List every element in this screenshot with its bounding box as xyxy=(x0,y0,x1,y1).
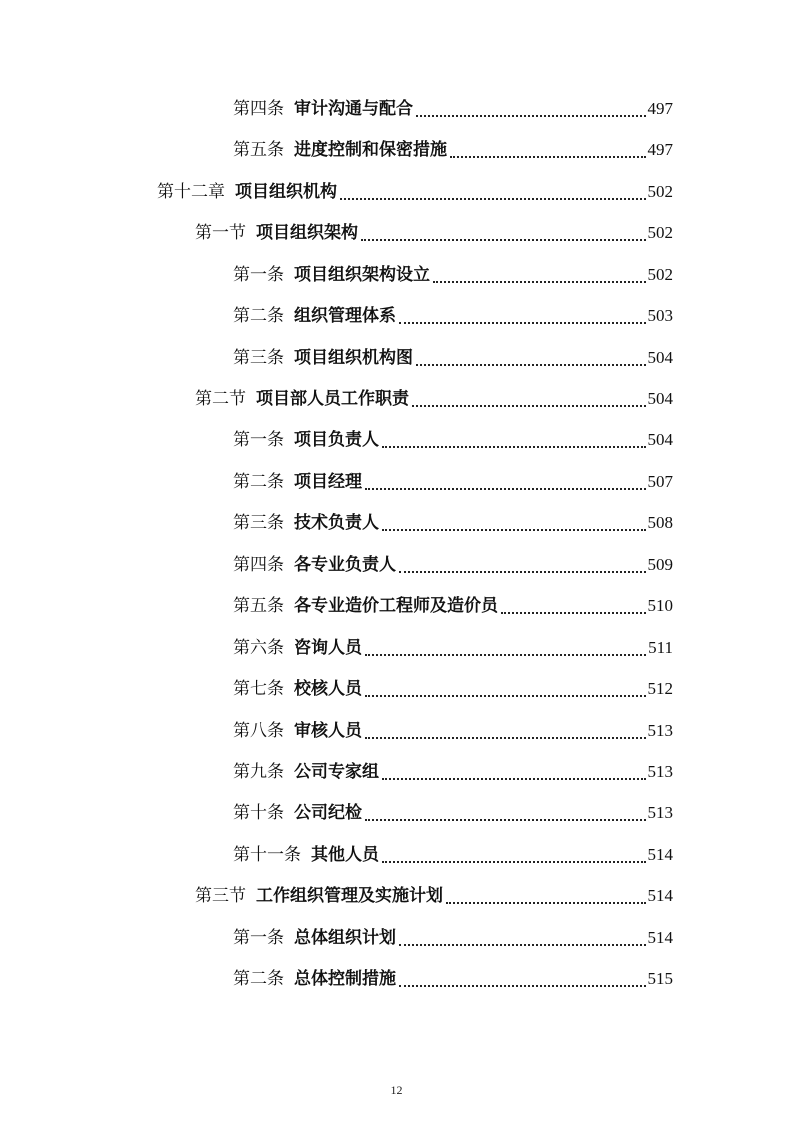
toc-dot-leader xyxy=(399,299,646,333)
toc-entry-title: 各专业负责人 xyxy=(294,555,396,575)
toc-dot-leader xyxy=(399,962,646,996)
toc-dot-leader xyxy=(365,672,646,706)
toc-dot-leader xyxy=(361,216,646,250)
toc-dot-leader xyxy=(416,92,646,126)
toc-entry-section[interactable] xyxy=(195,216,673,250)
toc-entry-page: 511 xyxy=(648,638,673,657)
toc-entry[interactable] xyxy=(233,465,673,499)
toc-entry-title: 咨询人员 xyxy=(294,638,362,658)
toc-entry-title: 项目组织架构 xyxy=(256,223,358,243)
toc-entry-title: 总体组织计划 xyxy=(294,928,396,948)
toc-entry-section[interactable] xyxy=(195,879,673,913)
toc-entry[interactable] xyxy=(233,258,673,292)
toc-entry-page: 510 xyxy=(647,596,673,615)
toc-entry[interactable] xyxy=(233,921,673,955)
toc-entry-chapter[interactable] xyxy=(157,175,673,209)
toc-entry[interactable] xyxy=(233,714,673,748)
toc-entry-page: 512 xyxy=(647,679,673,698)
toc-entry-number: 第九条 xyxy=(233,762,284,782)
toc-entry-title: 项目经理 xyxy=(294,472,362,492)
toc-dot-leader xyxy=(340,175,646,209)
toc-entry-page: 502 xyxy=(647,265,673,284)
toc-entry-number: 第三节 xyxy=(195,886,246,906)
toc-dot-leader xyxy=(412,382,646,416)
toc-entry-page: 497 xyxy=(647,99,673,118)
toc-entry-page: 513 xyxy=(647,803,673,822)
toc-entry[interactable] xyxy=(233,92,673,126)
toc-entry-page: 503 xyxy=(647,306,673,325)
toc-entry-number: 第四条 xyxy=(233,555,284,575)
toc-entry[interactable] xyxy=(233,672,673,706)
toc-entry-section[interactable] xyxy=(195,382,673,416)
toc-entry-page: 497 xyxy=(647,140,673,159)
toc-entry-title: 组织管理体系 xyxy=(294,306,396,326)
toc-entry-number: 第一条 xyxy=(233,265,284,285)
toc-entry[interactable] xyxy=(233,548,673,582)
toc-entry-number: 第二条 xyxy=(233,472,284,492)
toc-entry-title: 校核人员 xyxy=(294,679,362,699)
toc-entry-page: 514 xyxy=(647,928,673,947)
toc-dot-leader xyxy=(446,879,646,913)
toc-entry-number: 第三条 xyxy=(233,513,284,533)
toc-entry-title: 项目组织架构设立 xyxy=(294,265,430,285)
toc-entry[interactable] xyxy=(233,755,673,789)
toc-entry-page: 513 xyxy=(647,762,673,781)
toc-dot-leader xyxy=(365,465,646,499)
toc-entry-title: 项目组织机构图 xyxy=(294,348,413,368)
toc-entry-title: 项目组织机构 xyxy=(235,182,337,202)
toc-entry-number: 第四条 xyxy=(233,99,284,119)
toc-entry-page: 515 xyxy=(647,969,673,988)
toc-entry-number: 第六条 xyxy=(233,638,284,658)
toc-entry-number: 第二节 xyxy=(195,389,246,409)
toc-entry[interactable] xyxy=(233,299,673,333)
toc-entry[interactable] xyxy=(233,962,673,996)
toc-entry-number: 第三条 xyxy=(233,348,284,368)
toc-entry-title: 工作组织管理及实施计划 xyxy=(256,886,443,906)
toc-dot-leader xyxy=(416,341,646,375)
toc-entry-title: 各专业造价工程师及造价员 xyxy=(294,596,498,616)
toc-entry-title: 公司纪检 xyxy=(294,803,362,823)
toc-entry-page: 502 xyxy=(647,223,673,242)
toc-entry-title: 进度控制和保密措施 xyxy=(294,140,447,160)
toc-entry-title: 项目部人员工作职责 xyxy=(256,389,409,409)
toc-entry-page: 514 xyxy=(647,886,673,905)
toc-entry-number: 第八条 xyxy=(233,721,284,741)
toc-dot-leader xyxy=(382,838,646,872)
toc-entry-page: 508 xyxy=(647,513,673,532)
toc-entry-number: 第一节 xyxy=(195,223,246,243)
toc-dot-leader xyxy=(399,921,646,955)
toc-entry-number: 第五条 xyxy=(233,140,284,160)
toc-dot-leader xyxy=(382,423,646,457)
toc-entry-number: 第一条 xyxy=(233,928,284,948)
toc-entry-title: 公司专家组 xyxy=(294,762,379,782)
toc-entry-page: 504 xyxy=(647,430,673,449)
toc-entry-number: 第一条 xyxy=(233,430,284,450)
toc-entry-page: 507 xyxy=(647,472,673,491)
toc-entry-number: 第十一条 xyxy=(233,845,301,865)
toc-entry-page: 504 xyxy=(647,389,673,408)
toc-dot-leader xyxy=(382,755,646,789)
toc-dot-leader xyxy=(399,548,646,582)
toc-entry-page: 502 xyxy=(647,182,673,201)
toc-entry-number: 第五条 xyxy=(233,596,284,616)
toc-dot-leader xyxy=(433,258,646,292)
toc-entry-number: 第二条 xyxy=(233,969,284,989)
toc-entry-title: 总体控制措施 xyxy=(294,969,396,989)
toc-entry[interactable] xyxy=(233,133,673,167)
toc-entry-title: 审核人员 xyxy=(294,721,362,741)
toc-entry[interactable] xyxy=(233,506,673,540)
toc-entry-title: 技术负责人 xyxy=(294,513,379,533)
toc-entry[interactable] xyxy=(233,589,673,623)
toc-entry-title: 其他人员 xyxy=(311,845,379,865)
toc-dot-leader xyxy=(501,589,646,623)
toc-dot-leader xyxy=(382,506,646,540)
toc-dot-leader xyxy=(450,133,646,167)
toc-entry[interactable] xyxy=(233,631,673,665)
page-number: 12 xyxy=(390,1083,403,1097)
toc-entry-page: 513 xyxy=(647,721,673,740)
toc-dot-leader xyxy=(365,631,646,665)
toc-entry-page: 514 xyxy=(647,845,673,864)
toc-dot-leader xyxy=(365,796,646,830)
toc-entry[interactable] xyxy=(233,838,673,872)
toc-entry[interactable] xyxy=(233,341,673,375)
toc-entry-number: 第二条 xyxy=(233,306,284,326)
toc-entry-number: 第十二章 xyxy=(157,182,225,202)
toc-entry[interactable] xyxy=(233,423,673,457)
toc-entry-page: 509 xyxy=(647,555,673,574)
toc-entry-page: 504 xyxy=(647,348,673,367)
toc-entry[interactable] xyxy=(233,796,673,830)
toc-entry-number: 第十条 xyxy=(233,803,284,823)
toc-entry-title: 项目负责人 xyxy=(294,430,379,450)
toc-dot-leader xyxy=(365,714,646,748)
toc-entry-number: 第七条 xyxy=(233,679,284,699)
toc-entry-title: 审计沟通与配合 xyxy=(294,99,413,119)
